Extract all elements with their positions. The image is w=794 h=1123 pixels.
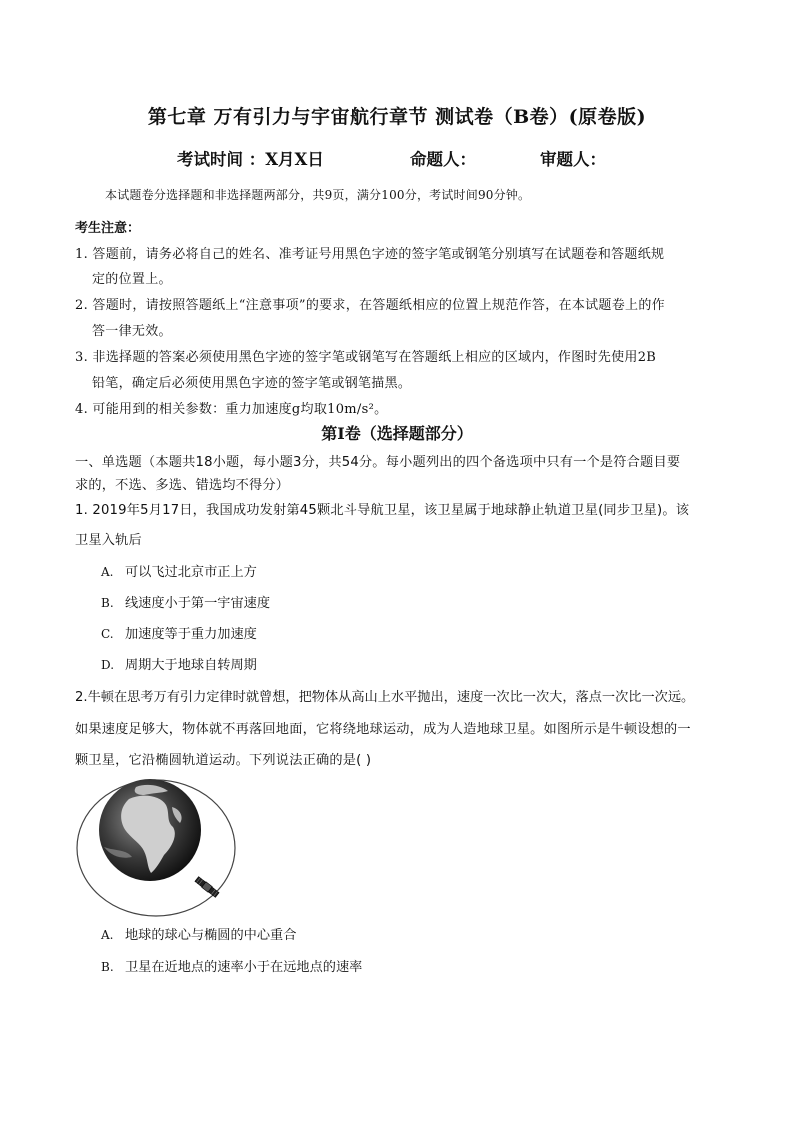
reviewer-label: 审题人： [540,150,606,169]
part-heading-line-2: 求的，不选、多选、错选均不得分） [75,478,290,493]
option-text: 卫星在近地点的速率小于在远地点的速率 [125,960,363,975]
notice-item-1-line-2: 定的位置上。 [92,272,172,287]
setter-label: 命题人： [410,150,476,169]
question-2-line-3: 颗卫星，它沿椭圆轨道运动。下列说法正确的是( ) [75,753,372,768]
question-1-option-c[interactable] [101,623,257,642]
option-letter: D. [101,658,115,672]
option-text: 加速度等于重力加速度 [125,627,257,642]
exam-time: 考试时间 ：X月X日 [177,150,324,169]
notice-item-3-line-2: 铅笔，确定后必须使用黑色字迹的签字笔或钢笔描黑。 [92,376,412,391]
option-letter: B. [101,960,114,974]
question-2-option-a[interactable] [101,924,296,943]
satellite-orbit-figure [74,777,246,920]
page-title: 第七章 万有引力与宇宙航行章节 测试卷（B卷）(原卷版) [147,106,647,128]
notice-item-2-line-2: 答一律无效。 [92,324,172,339]
part-heading-line-1: 一、单选题（本题共18小题，每小题3分，共54分。每小题列出的四个备选项中只有一个是符合题目要 [75,455,681,470]
option-text: 地球的球心与椭圆的中心重合 [125,928,297,943]
option-letter: A. [101,565,114,579]
notice-item-2-line-1: 2. 答题时，请按照答题纸上“注意事项”的要求，在答题纸相应的位置上规范作答，在本试题卷上的作 [75,298,665,313]
option-letter: A. [101,928,114,942]
satellite-icon [195,876,220,898]
question-2-option-b[interactable] [101,956,362,975]
option-letter: B. [101,596,114,610]
option-text: 线速度小于第一宇宙速度 [125,596,271,611]
notice-item-4-line-1: 4. 可能用到的相关参数：重力加速度g均取10m/s²。 [75,402,388,417]
question-2-line-2: 如果速度足够大，物体就不再落回地面，它将绕地球运动，成为人造地球卫星。如图所示是牛顿设想的一 [75,722,691,737]
notice-title: 考生注意： [75,221,141,236]
question-1-option-d[interactable] [101,654,257,673]
question-2-line-1: 2.牛顿在思考万有引力定律时就曾想，把物体从高山上水平抛出，速度一次比一次大，落点一次比一次远。 [75,690,695,705]
option-text: 周期大于地球自转周期 [125,658,257,673]
notice-item-1-line-1: 1. 答题前，请务必将自己的姓名、准考证号用黑色字迹的签字笔或钢笔分别填写在试题卷和答题纸规 [75,247,665,262]
question-1-option-b[interactable] [101,592,270,611]
option-text: 可以飞过北京市正上方 [125,565,257,580]
notice-item-3-line-1: 3. 非选择题的答案必须使用黑色字迹的签字笔或钢笔写在答题纸上相应的区域内，作图时先使用2B [75,350,657,365]
question-1-option-a[interactable] [101,561,257,580]
option-letter: C. [101,627,114,641]
intro-text: 本试题卷分选择题和非选择题两部分，共9页，满分100分，考试时间90分钟。 [105,188,531,202]
question-1-line-1: 1. 2019年5月17日，我国成功发射第45颗北斗导航卫星，该卫星属于地球静止轨道卫星(同步卫星)。该 [75,503,690,518]
section-title: 第Ⅰ卷（选择题部分） [321,424,473,443]
question-1-line-2: 卫星入轨后 [75,533,142,548]
